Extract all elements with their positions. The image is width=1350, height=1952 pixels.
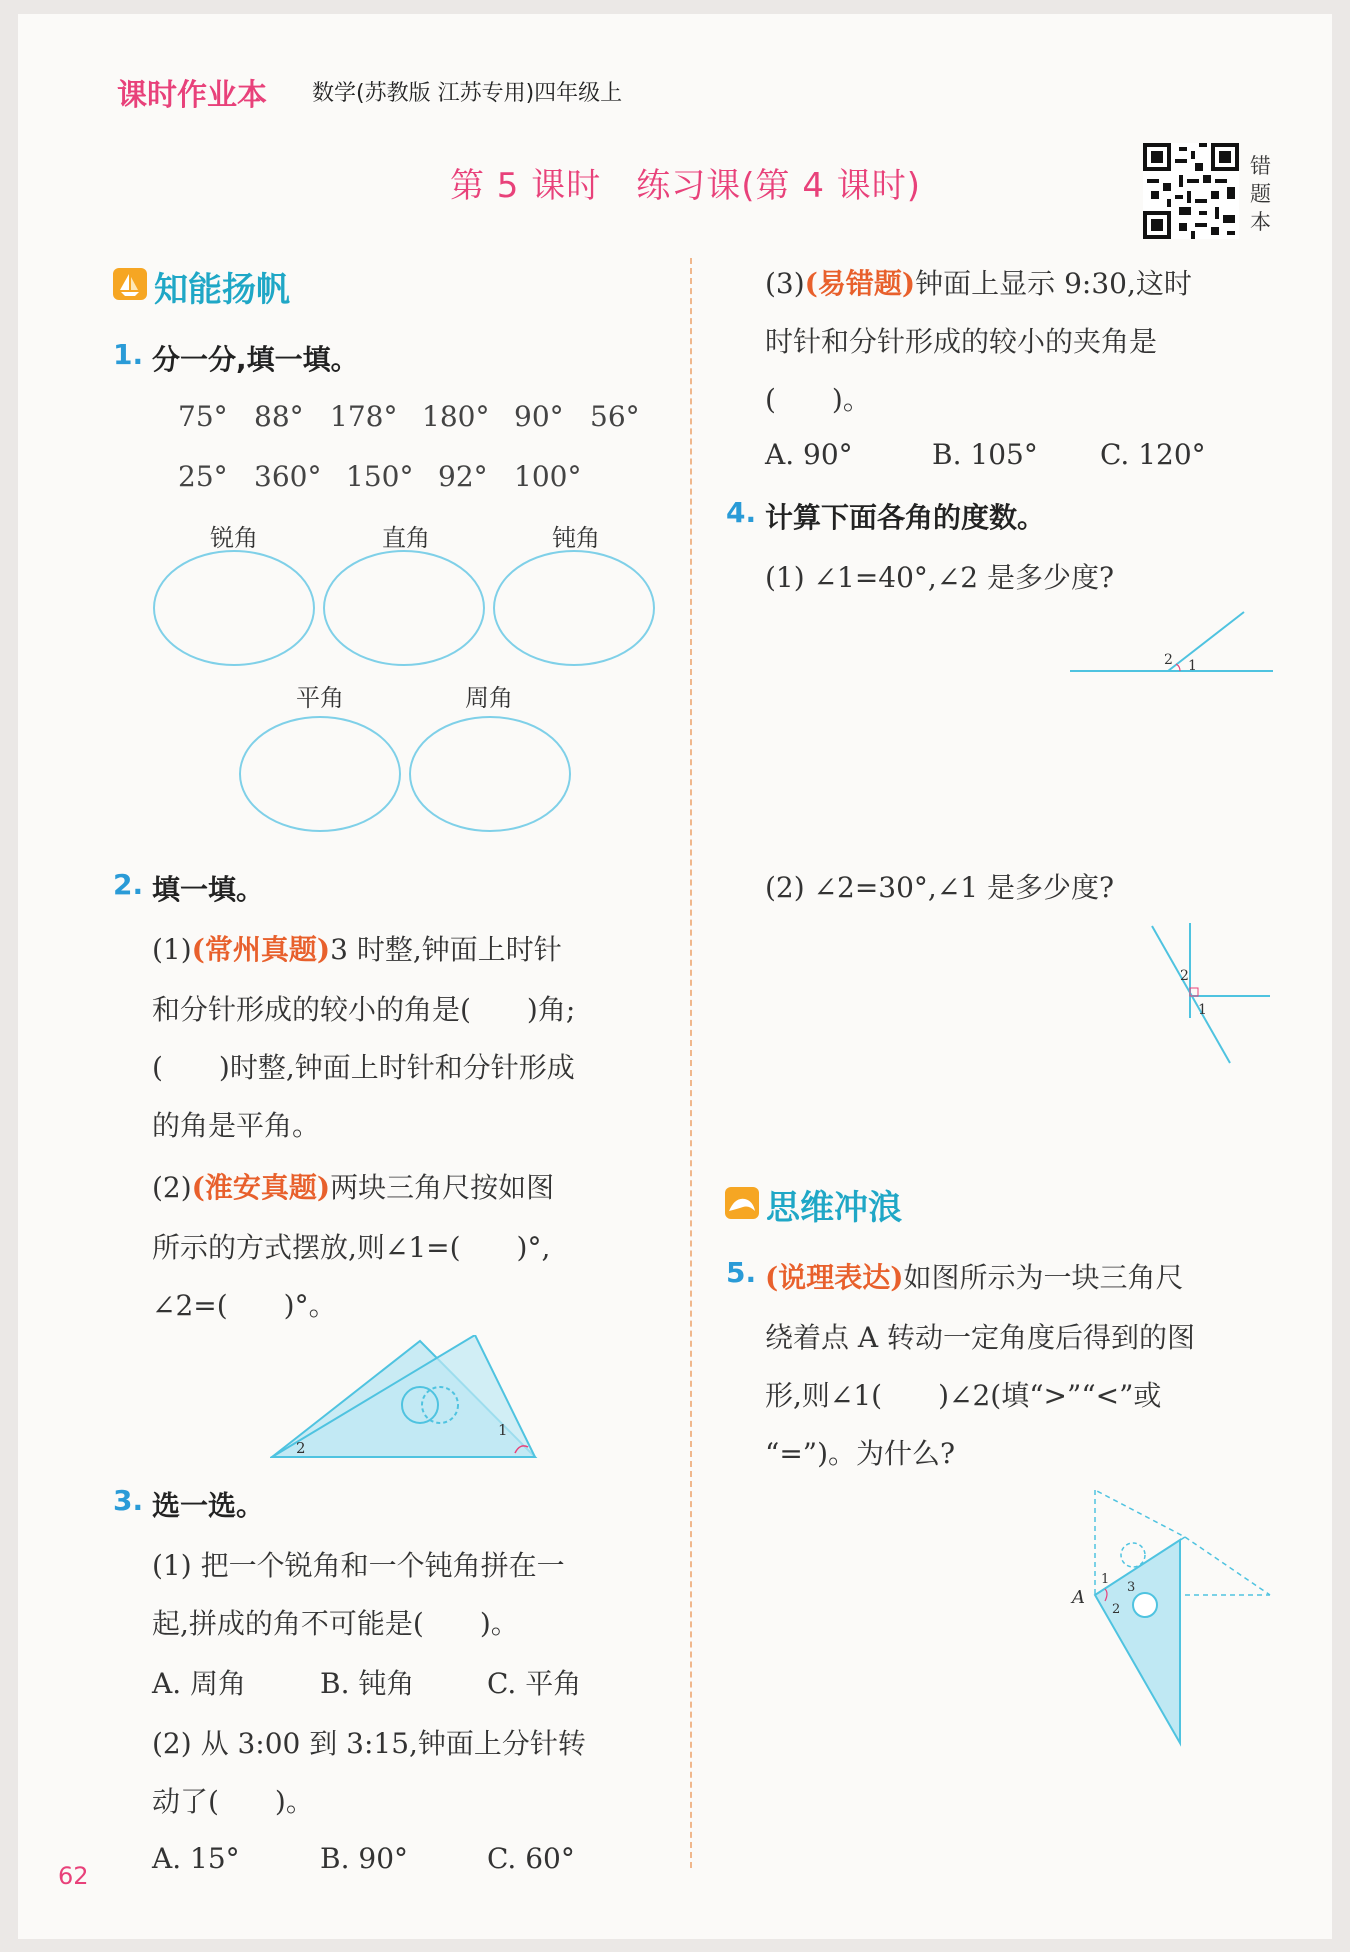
qr-label-char: 题 <box>1250 182 1271 206</box>
figure-label: 1 <box>498 1421 508 1439</box>
question-text: 和分针形成的较小的角是( )角; <box>152 993 576 1026</box>
two-set-squares-figure <box>270 1335 540 1460</box>
question-number: 5. <box>726 1256 757 1289</box>
angle-label: 3 <box>1127 1580 1136 1595</box>
angle-value: 178° <box>330 400 398 433</box>
column-divider <box>690 258 692 1868</box>
answer-option[interactable]: B. 90° <box>320 1842 409 1875</box>
question-text: ( )时整,钟面上时针和分针形成 <box>152 1051 575 1084</box>
wrong-question-book-label <box>1250 152 1276 236</box>
rotated-set-square-figure <box>1065 1485 1280 1747</box>
figure-label: 2 <box>296 1439 306 1457</box>
question-text: 所示的方式摆放,则∠1=( )°, <box>152 1231 551 1264</box>
question-number: 4. <box>726 496 757 529</box>
angle-value: 180° <box>422 400 490 433</box>
oval-label-acute: 锐角 <box>210 524 258 552</box>
q2-part1-line <box>152 928 562 968</box>
oval-label-obtuse: 钝角 <box>552 524 600 552</box>
angle-value: 90° <box>514 400 564 433</box>
answer-option[interactable]: A. 90° <box>765 438 853 471</box>
answer-option[interactable]: C. 120° <box>1100 438 1206 471</box>
angle-label: 1 <box>1101 1572 1110 1587</box>
source-tag: (易错题) <box>804 267 916 300</box>
qr-label-char: 错 <box>1250 154 1271 178</box>
oval-obtuse[interactable] <box>494 551 654 665</box>
qr-code-icon[interactable] <box>1143 143 1239 239</box>
q2-part2-line <box>152 1166 554 1206</box>
section-icon-wave <box>725 1187 759 1223</box>
question-title: 分一分,填一填。 <box>152 343 359 376</box>
oval-label-straight: 平角 <box>296 684 344 712</box>
source-tag: (常州真题) <box>191 933 331 966</box>
oval-label-full: 周角 <box>465 684 513 712</box>
page-number: 62 <box>58 1862 89 1890</box>
source-tag: (淮安真题) <box>191 1171 331 1204</box>
angle-figure-2 <box>1140 918 1280 1068</box>
question-title: 填一填。 <box>152 873 265 906</box>
lesson-title: 第 5 课时 练习课(第 4 课时) <box>450 166 922 206</box>
angle-label: 2 <box>1180 968 1189 984</box>
part-label: (3) <box>765 267 805 300</box>
question-text: (2) ∠2=30°,∠1 是多少度? <box>765 871 1115 904</box>
angle-value: 150° <box>346 460 414 493</box>
question-text: (1) ∠1=40°,∠2 是多少度? <box>765 561 1115 594</box>
oval-full[interactable] <box>410 717 570 831</box>
qr-label-char: 本 <box>1250 210 1271 234</box>
question-text: 绕着点 A 转动一定角度后得到的图 <box>765 1321 1196 1354</box>
section-icon-sail <box>113 268 147 304</box>
question-number: 3. <box>113 1484 144 1517</box>
answer-option[interactable]: A. 周角 <box>152 1667 247 1700</box>
question-text: 两块三角尺按如图 <box>330 1171 555 1204</box>
q3-part3-line <box>765 262 1192 302</box>
oval-right[interactable] <box>324 551 484 665</box>
answer-option[interactable]: B. 钝角 <box>320 1667 415 1700</box>
angle-value: 56° <box>590 400 640 433</box>
question-text: 的角是平角。 <box>152 1109 321 1142</box>
answer-option[interactable]: C. 60° <box>487 1842 575 1875</box>
angle-value: 100° <box>514 460 582 493</box>
angle-figure-1 <box>1068 608 1278 678</box>
question-text: ∠2=( )°。 <box>152 1289 337 1322</box>
question-text: 如图所示为一块三角尺 <box>903 1261 1184 1294</box>
question-text: ( )。 <box>765 383 871 416</box>
angle-value: 75° <box>178 400 228 433</box>
question-text: 起,拼成的角不可能是( )。 <box>152 1607 519 1640</box>
part-label: (2) <box>152 1171 192 1204</box>
question-number: 1. <box>113 338 144 371</box>
section-title-2: 思维冲浪 <box>766 1188 902 1228</box>
classification-ovals <box>140 540 670 840</box>
question-title: 选一选。 <box>152 1489 265 1522</box>
angle-value: 92° <box>438 460 488 493</box>
question-text: “=”)。为什么? <box>765 1437 956 1470</box>
oval-label-right: 直角 <box>382 524 430 552</box>
angle-label: 2 <box>1164 652 1173 668</box>
question-text: 钟面上显示 9:30,这时 <box>915 267 1192 300</box>
wave-icon <box>725 1187 759 1219</box>
angle-label: 1 <box>1198 1002 1207 1018</box>
question-text: 3 时整,钟面上时针 <box>330 933 562 966</box>
source-tag: (说理表达) <box>765 1261 904 1294</box>
question-text: 时针和分针形成的较小的夹角是 <box>765 325 1158 358</box>
answer-option[interactable]: A. 15° <box>152 1842 240 1875</box>
answer-option[interactable]: C. 平角 <box>487 1667 582 1700</box>
question-text: 形,则∠1( )∠2(填“>”“<”或 <box>765 1379 1162 1412</box>
angle-value: 88° <box>254 400 304 433</box>
answer-option[interactable]: B. 105° <box>932 438 1038 471</box>
angle-value: 360° <box>254 460 322 493</box>
brand-title: 课时作业本 <box>117 78 267 113</box>
question-text: (1) 把一个锐角和一个钝角拼在一 <box>152 1549 565 1582</box>
angle-label: 2 <box>1112 1602 1121 1617</box>
angle-value: 25° <box>178 460 228 493</box>
section-title-1: 知能扬帆 <box>154 270 290 310</box>
question-number: 2. <box>113 868 144 901</box>
sail-icon <box>113 268 147 300</box>
oval-straight[interactable] <box>240 717 400 831</box>
question-title: 计算下面各角的度数。 <box>765 501 1046 534</box>
oval-acute[interactable] <box>154 551 314 665</box>
book-subtitle: 数学(苏教版 江苏专用)四年级上 <box>312 81 623 106</box>
part-label: (1) <box>152 933 192 966</box>
q5-line <box>765 1256 1184 1296</box>
angle-label: 1 <box>1188 658 1197 674</box>
point-label: A <box>1072 1587 1085 1608</box>
question-text: 动了( )。 <box>152 1785 314 1818</box>
question-text: (2) 从 3:00 到 3:15,钟面上分针转 <box>152 1727 586 1760</box>
